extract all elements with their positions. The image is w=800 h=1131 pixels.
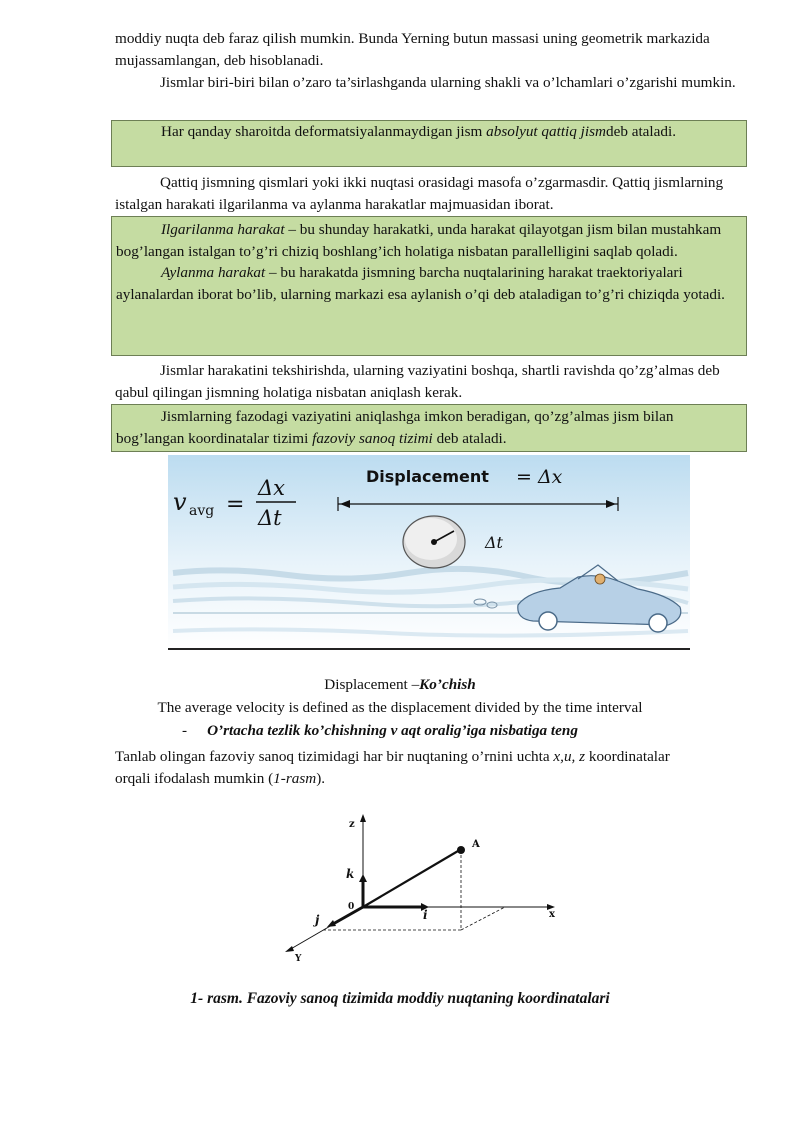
paragraph-3: Qattiq jismning qismlari yoki ikki nuqtasi orasidagi masofa o’zgarmasdir. Qattiq jismlarning istalgan harakati ilgarilanma va aylanma harakatlar majmuasidan iborat. — [115, 174, 724, 213]
avg-velocity-english: The average velocity is defined as the displacement divided by the time interval — [157, 699, 643, 716]
caption-pre: Displacement – — [324, 676, 420, 693]
caption-term: Ko’chish — [419, 676, 476, 693]
p5-post: ). — [316, 769, 326, 787]
box1-post: deb ataladi. — [606, 123, 676, 140]
v-subscript: avg — [189, 503, 215, 519]
box1-pre: Har qanday sharoitda deformatsiyalanmaydigan jism — [161, 123, 487, 140]
box1-term: absolyut qattiq jism — [486, 123, 606, 140]
displacement-equation: = Δx — [516, 466, 563, 488]
displacement-label: Displacement — [366, 467, 489, 486]
box2-text2: – bu harakatda jismning barcha nuqtalarining harakat traektoriyalari aylanalardan iborat bo’lib, ularning markazi esa aylanish o’qi deb ataladigan to’g’ri chiziqda yotadi. — [116, 264, 725, 303]
origin-label: 0 — [348, 902, 355, 912]
clock-label: Δt — [485, 533, 503, 552]
box3-post: deb ataladi. — [432, 429, 507, 447]
clock-icon — [403, 516, 465, 568]
p5-pre: Tanlab olingan fazoviy sanoq tizimidagi har bir nuqtaning o’rnini uchta — [115, 748, 554, 765]
displacement-figure — [168, 455, 690, 651]
v-symbol: v — [173, 488, 187, 516]
p5-mid: koordinatalar orqali ifodalash mumkin ( — [115, 748, 670, 787]
p5-ref: 1-rasm — [273, 769, 317, 787]
denominator: Δt — [258, 506, 282, 530]
k-label: k — [346, 867, 355, 881]
numerator: Δx — [258, 476, 286, 500]
box2-text1: – bu shunday harakatki, unda harakat qilayotgan jism bilan mustahkam bog’langan istalgan to’g’ri chiziq boshlang’ich holatiga nisbatan parallelligini saqlab qoladi. — [116, 221, 722, 260]
dash: - — [182, 722, 188, 739]
box3-term: fazoviy sanoq tizimi — [312, 429, 433, 447]
box3-pre: Jismlarning fazodagi vaziyatini aniqlashga imkon beradigan, qo’zg’almas jism bilan bog’langan koordinatalar tizimi — [116, 408, 674, 447]
avg-velocity-uz-text: O’rtacha tezlik ko’chishning v aqt oralig’iga nisbatiga teng — [207, 722, 578, 739]
z-axis-label: z — [349, 819, 355, 830]
equals-sign: = — [226, 492, 245, 517]
paragraph-5 — [115, 746, 675, 789]
point-a-label: A — [472, 839, 480, 850]
paragraph-1: moddiy nuqta deb faraz qilish mumkin. Bunda Yerning butun massasi uning geometrik markazida mujassamlangan, deb hisoblanadi. — [115, 30, 710, 69]
avg-velocity-uzbek — [182, 722, 578, 740]
i-label: i — [423, 908, 428, 922]
definition-box-reference-frame — [111, 404, 747, 452]
definition-box-rigid-body — [111, 120, 747, 167]
x-axis-label: x — [549, 909, 555, 920]
box2-term2: Aylanma harakat — [161, 264, 266, 282]
paragraph-4: Jismlar harakatini tekshirishda, ularning vaziyatini boshqa, shartli ravishda qo’zg’almas deb qabul qilingan jismning holatiga nisbatan aniqlash kerak. — [115, 362, 720, 401]
coordinate-system-figure — [275, 810, 575, 968]
box2-term1: Ilgarilanma harakat — [161, 221, 285, 238]
j-label: j — [315, 913, 320, 927]
y-axis-label: Y — [295, 954, 302, 964]
paragraph-2: Jismlar biri-biri bilan o’zaro ta’sirlashganda ularning shakli va o’lchamlari o’zgarishi mumkin. — [160, 74, 736, 91]
definition-box-motion — [111, 216, 747, 356]
displacement-caption — [0, 676, 800, 694]
figure-caption: 1- rasm. Fazoviy sanoq tizimida moddiy nuqtaning koordinatalari — [190, 990, 610, 1007]
p5-vars: x,u, z — [553, 748, 586, 765]
